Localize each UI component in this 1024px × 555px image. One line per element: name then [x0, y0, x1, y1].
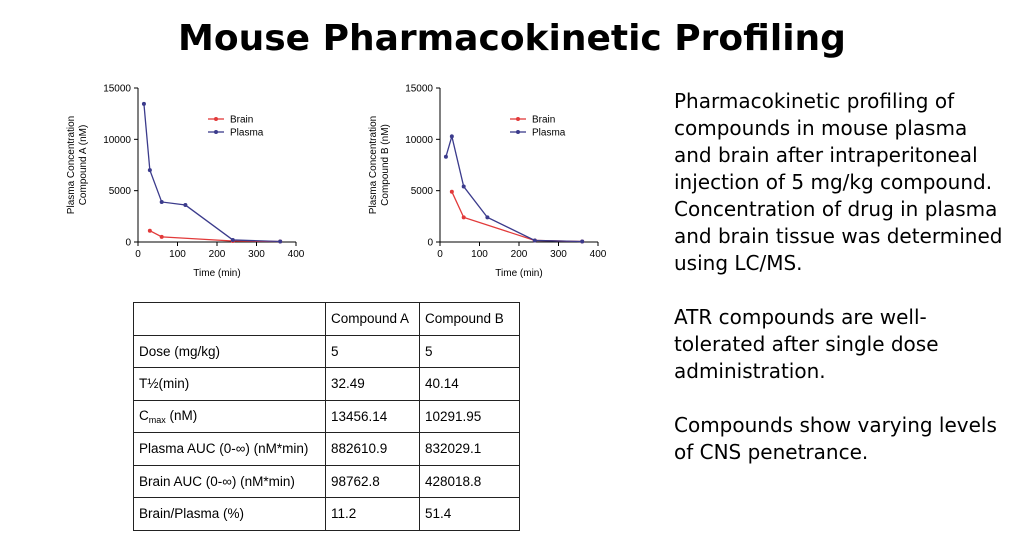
table-header-empty	[134, 303, 326, 336]
cell-value: 428018.8	[420, 465, 520, 498]
y-tick-label: 0	[125, 237, 131, 249]
x-tick-label: 400	[287, 249, 305, 260]
cell-value: 11.2	[326, 498, 420, 531]
data-point-plasma	[160, 200, 164, 204]
legend-label-brain: Brain	[230, 114, 254, 126]
y-tick-label: 5000	[410, 186, 433, 198]
table-header-compound-b: Compound B	[420, 303, 520, 336]
cmax-main: C	[139, 407, 149, 423]
table-row	[134, 368, 520, 401]
table-header-compound-a: Compound A	[326, 303, 420, 336]
data-point-plasma	[278, 239, 282, 243]
data-point-plasma	[580, 239, 584, 243]
chart-compound-a	[60, 82, 360, 287]
x-tick-label: 200	[510, 249, 528, 260]
x-axis-label: Time (min)	[495, 268, 543, 279]
y-tick-label: 15000	[103, 83, 131, 95]
legend-marker-plasma	[516, 130, 520, 134]
y-tick-label: 10000	[405, 134, 433, 146]
series-line-brain	[150, 231, 280, 242]
y-axis-label: Plasma Concentration	[66, 115, 77, 215]
table-row	[134, 400, 520, 433]
row-label-half-life: T½(min)	[134, 368, 326, 401]
chart-compound-b	[362, 82, 662, 287]
data-point-plasma	[485, 215, 489, 219]
cell-value: 5	[420, 335, 520, 368]
pk-table	[133, 302, 520, 531]
x-tick-label: 100	[169, 249, 186, 260]
cell-value: 10291.95	[420, 400, 520, 433]
data-point-brain	[450, 190, 454, 194]
data-point-brain	[148, 229, 152, 233]
x-tick-label: 400	[589, 249, 607, 260]
row-label-dose: Dose (mg/kg)	[134, 335, 326, 368]
x-tick-label: 300	[248, 249, 265, 260]
x-tick-label: 100	[471, 249, 488, 260]
table-row	[134, 465, 520, 498]
legend-label-plasma: Plasma	[532, 127, 566, 139]
row-label-brain-auc: Brain AUC (0-∞) (nM*min)	[134, 465, 326, 498]
cell-value: 40.14	[420, 368, 520, 401]
cmax-unit: (nM)	[165, 407, 198, 423]
x-axis-label: Time (min)	[193, 268, 241, 279]
data-point-brain	[160, 235, 164, 239]
description-paragraph: ATR compounds are well-tolerated after single dose administration.	[674, 305, 939, 383]
cmax-subscript: max	[148, 414, 166, 425]
y-axis-label: Compound B (nM)	[380, 124, 391, 206]
legend-marker-brain	[516, 117, 520, 121]
cell-value: 13456.14	[326, 400, 420, 433]
series-line-plasma	[144, 104, 280, 242]
cell-value: 882610.9	[326, 433, 420, 466]
legend-marker-plasma	[214, 130, 218, 134]
data-point-plasma	[533, 238, 537, 242]
legend-marker-brain	[214, 117, 218, 121]
cell-value: 832029.1	[420, 433, 520, 466]
data-point-plasma	[462, 185, 466, 189]
series-line-plasma	[446, 136, 582, 241]
description-text	[674, 88, 1004, 493]
data-point-plasma	[450, 134, 454, 138]
description-paragraph: Compounds show varying levels of CNS penetrance.	[674, 413, 997, 464]
chart-compound-a-svg	[60, 82, 360, 287]
row-label-plasma-auc: Plasma AUC (0-∞) (nM*min)	[134, 433, 326, 466]
table-row	[134, 335, 520, 368]
cell-value: 98762.8	[326, 465, 420, 498]
y-tick-label: 0	[427, 237, 433, 249]
x-tick-label: 200	[208, 249, 226, 260]
data-point-plasma	[148, 168, 152, 172]
data-point-plasma	[142, 102, 146, 106]
x-tick-label: 0	[135, 249, 141, 260]
data-point-plasma	[183, 203, 187, 207]
page-title: Mouse Pharmacokinetic Profiling	[178, 18, 846, 59]
description-paragraph: Pharmacokinetic profiling of compounds in mouse plasma and brain after intraperitoneal injection of 5 mg/kg compound. Concentration of drug in plasma and brain tissue was determined using LC/MS.	[674, 89, 1003, 275]
row-label-cmax	[134, 400, 326, 433]
cell-value: 5	[326, 335, 420, 368]
row-label-brain-plasma: Brain/Plasma (%)	[134, 498, 326, 531]
y-tick-label: 5000	[108, 186, 131, 198]
x-tick-label: 300	[550, 249, 567, 260]
data-point-brain	[462, 215, 466, 219]
data-point-plasma	[231, 238, 235, 242]
table-header-row	[134, 303, 520, 336]
x-tick-label: 0	[437, 249, 443, 260]
legend-label-plasma: Plasma	[230, 127, 264, 139]
data-point-plasma	[444, 155, 448, 159]
y-tick-label: 10000	[103, 134, 131, 146]
chart-compound-b-svg	[362, 82, 662, 287]
cell-value: 51.4	[420, 498, 520, 531]
y-axis-label: Plasma Concentration	[368, 115, 379, 215]
table-row	[134, 498, 520, 531]
legend-label-brain: Brain	[532, 114, 556, 126]
table-row	[134, 433, 520, 466]
y-tick-label: 15000	[405, 83, 433, 95]
y-axis-label: Compound A (nM)	[78, 124, 89, 206]
cell-value: 32.49	[326, 368, 420, 401]
series-line-brain	[452, 192, 582, 242]
